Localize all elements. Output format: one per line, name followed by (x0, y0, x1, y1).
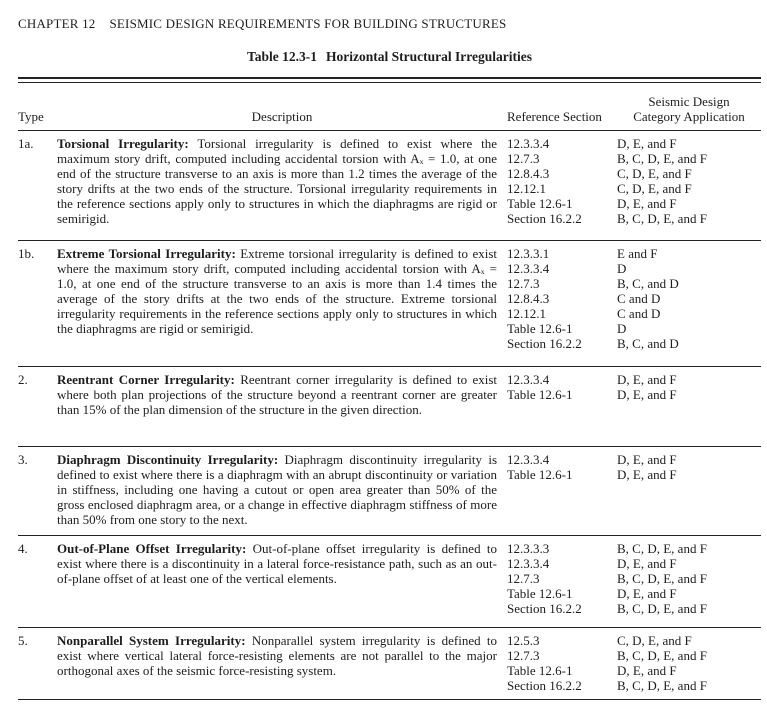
category-item: C and D (617, 291, 661, 306)
table-title (18, 49, 761, 65)
row-description-text: Nonparallel system irregularity is defined to exist where vertical lateral force-resisting elements are not parallel to the major orthogonal axes of the seismic force-resisting system. (57, 633, 498, 678)
row-title: Torsional Irregularity: (57, 136, 189, 151)
category-item: D, E, and F (617, 586, 677, 601)
category-list (617, 246, 761, 360)
category-item: D, E, and F (617, 136, 677, 151)
column-header-seismic-design-category (617, 94, 761, 124)
column-header-category-line2: Category Application (633, 109, 745, 124)
reference-list (507, 136, 617, 234)
reference-item: 12.7.3 (507, 648, 540, 663)
category-item: C, D, E, and F (617, 166, 692, 181)
category-item: D, E, and F (617, 467, 677, 482)
row-type: 1b. (18, 246, 35, 261)
table-row (18, 131, 761, 241)
reference-item: 12.3.3.4 (507, 452, 550, 467)
category-item: B, C, D, E, and F (617, 571, 707, 586)
category-item: D, E, and F (617, 556, 677, 571)
table-number: Table 12.3-1 (247, 49, 318, 64)
chapter-title: SEISMIC DESIGN REQUIREMENTS FOR BUILDING STRUCTURES (109, 16, 507, 31)
category-list (617, 372, 761, 440)
category-item: B, C, D, E, and F (617, 151, 707, 166)
row-title: Out-of-Plane Offset Irregularity: (57, 541, 247, 556)
reference-item: 12.7.3 (507, 276, 540, 291)
chapter-number: CHAPTER 12 (18, 16, 96, 31)
row-description (57, 372, 507, 440)
row-description-text: Out-of-plane offset irregularity is defined to exist where there is a discontinuity in a lateral force-resistance path, such as an out-of-plane offset of at least one of the vertical elements. (57, 541, 498, 586)
category-list (617, 541, 761, 621)
reference-list (507, 452, 617, 529)
reference-item: 12.8.4.3 (507, 166, 550, 181)
row-description (57, 633, 507, 693)
reference-item: Section 16.2.2 (507, 336, 582, 351)
row-type: 2. (18, 372, 28, 387)
column-header-description: Description (251, 109, 313, 124)
category-item: D, E, and F (617, 372, 677, 387)
category-list (617, 633, 761, 693)
reference-item: Table 12.6-1 (507, 663, 573, 678)
category-item: B, C, and D (617, 336, 679, 351)
category-list (617, 452, 761, 529)
category-list (617, 136, 761, 234)
category-item: C, D, E, and F (617, 633, 692, 648)
reference-item: 12.8.4.3 (507, 291, 550, 306)
reference-item: 12.3.3.3 (507, 541, 550, 556)
reference-item: Table 12.6-1 (507, 467, 573, 482)
category-item: B, C, D, E, and F (617, 541, 707, 556)
category-item: B, C, D, E, and F (617, 648, 707, 663)
row-description (57, 246, 507, 360)
category-item: B, C, D, E, and F (617, 601, 707, 616)
row-type: 1a. (18, 136, 34, 151)
reference-item: Table 12.6-1 (507, 321, 573, 336)
row-description (57, 541, 507, 621)
category-item: D, E, and F (617, 196, 677, 211)
reference-item: 12.3.3.1 (507, 246, 550, 261)
reference-item: Table 12.6-1 (507, 387, 573, 402)
table-body (18, 131, 761, 700)
reference-item: Table 12.6-1 (507, 586, 573, 601)
reference-item: 12.7.3 (507, 571, 540, 586)
table-title-text: Horizontal Structural Irregularities (326, 49, 532, 64)
reference-item: 12.7.3 (507, 151, 540, 166)
category-item: C, D, E, and F (617, 181, 692, 196)
category-item: B, C, and D (617, 276, 679, 291)
column-header-type: Type (18, 109, 44, 124)
table-row (18, 241, 761, 367)
table-row (18, 447, 761, 536)
reference-item: 12.3.3.4 (507, 372, 550, 387)
reference-list (507, 246, 617, 360)
row-description (57, 136, 507, 234)
reference-list (507, 372, 617, 440)
reference-list (507, 633, 617, 693)
chapter-header (18, 16, 761, 32)
reference-item: Table 12.6-1 (507, 196, 573, 211)
category-item: D (617, 261, 627, 276)
category-item: B, C, D, E, and F (617, 678, 707, 693)
reference-item: Section 16.2.2 (507, 601, 582, 616)
row-type: 3. (18, 452, 28, 467)
reference-item: Section 16.2.2 (507, 678, 582, 693)
category-item: D, E, and F (617, 387, 677, 402)
table-row (18, 536, 761, 628)
category-item: D (617, 321, 627, 336)
reference-item: 12.3.3.4 (507, 556, 550, 571)
reference-item: 12.3.3.4 (507, 261, 550, 276)
row-type: 5. (18, 633, 28, 648)
category-item: C and D (617, 306, 661, 321)
category-item: D, E, and F (617, 452, 677, 467)
row-description-text: Extreme torsional irregularity is defined to exist where the maximum story drift, computed including accidental torsion with Aₓ = 1.0, at one end of the structure transverse to an axis is more than 1.4 times the average of the story drifts at the two ends of the structure. Extreme torsional irregularity requirements in the reference sections apply only to structures in which the diaphragms are rigid or semirigid. (57, 246, 498, 336)
table-header-row (18, 83, 761, 131)
row-title: Diaphragm Discontinuity Irregularity: (57, 452, 279, 467)
row-title: Reentrant Corner Irregularity: (57, 372, 235, 387)
reference-item: 12.12.1 (507, 181, 546, 196)
reference-item: Section 16.2.2 (507, 211, 582, 226)
row-title: Nonparallel System Irregularity: (57, 633, 246, 648)
row-type: 4. (18, 541, 28, 556)
reference-item: 12.5.3 (507, 633, 540, 648)
reference-item: 12.12.1 (507, 306, 546, 321)
row-description (57, 452, 507, 529)
column-header-category-line1: Seismic Design (648, 94, 730, 109)
table-row (18, 628, 761, 700)
reference-item: 12.3.3.4 (507, 136, 550, 151)
category-item: E and F (617, 246, 658, 261)
category-item: B, C, D, E, and F (617, 211, 707, 226)
category-item: D, E, and F (617, 663, 677, 678)
table-row (18, 367, 761, 447)
column-header-reference-section: Reference Section (507, 109, 602, 124)
row-description-text: Torsional irregularity is defined to exist where the maximum story drift, computed including accidental torsion with Aₓ = 1.0, at one end of the structure transverse to an axis is more than 1.2 times the average of the story drifts at the two ends of the structure. Torsional irregularity requirements in the reference sections apply only to structures in which the diaphragms are rigid or semirigid. (57, 136, 497, 226)
row-title: Extreme Torsional Irregularity: (57, 246, 236, 261)
reference-list (507, 541, 617, 621)
row-description-text: Reentrant corner irregularity is defined to exist where both plan projections of the structure beyond a reentrant corner are greater than 15% of the plan dimension of the structure in the given direction. (57, 372, 498, 417)
row-description-text: Diaphragm discontinuity irregularity is defined to exist where there is a diaphragm with an abrupt discontinuity or variation in stiffness, including one having a cutout or open area greater than 50% of the gross enclosed diaphragm area, or a change in effective diaphragm stiffness of more than 50% from one story to the next. (57, 452, 498, 527)
